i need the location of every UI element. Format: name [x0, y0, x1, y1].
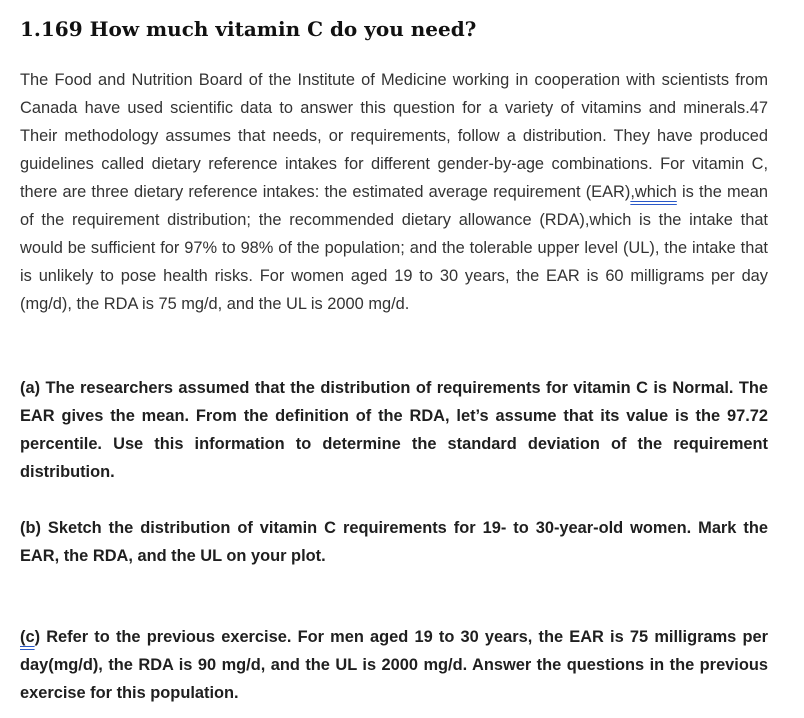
grammar-marked-text: ,which [630, 183, 677, 201]
part-c-text: ) Refer to the previous exercise. For men aged 19 to 30 years, the EAR is 75 milligrams per day(mg/d), the RDA is 90 mg/d, and the UL is 2000 mg/d. Answer the questions in the previous exercise for this population. [20, 628, 768, 702]
question-part-a: (a) The researchers assumed that the distribution of requirements for vitamin C is Normal. The EAR gives the mean. From the definition of the RDA, let’s assume that its value is the 97.72 percentile. Use this information to determine the standard deviation of the requirement distribution. [20, 379, 768, 481]
intro-paragraph [20, 66, 768, 318]
question-part-b: (b) Sketch the distribution of vitamin C requirements for 19- to 30-year-old women. Mark the EAR, the RDA, and the UL on your plot. [20, 519, 768, 565]
question-part-c [20, 623, 768, 707]
part-c-label-marked: (c [20, 628, 35, 646]
problem-title: 1.169 How much vitamin C do you need? [20, 17, 477, 41]
intro-text-part2: is the mean of the requirement distribution; the recommended dietary allowance (RDA),which is the intake that would be sufficient for 97% to 98% of the population; and the tolerable upper level (UL), the intake that is unlikely to pose health risks. For women aged 19 to 30 years, the EAR is 60 milligrams per day (mg/d), the RDA is 75 mg/d, and the UL is 2000 mg/d. [20, 183, 768, 313]
intro-text-part1: The Food and Nutrition Board of the Institute of Medicine working in cooperation with scientists from Canada have used scientific data to answer this question for a variety of vitamins and minerals.47 Their methodology assumes that needs, or requirements, follow a distribution. They have produced guidelines called dietary reference intakes for different gender-by-age combinations. For vitamin C, there are three dietary reference intakes: the estimated average requirement (EAR) [20, 71, 768, 201]
